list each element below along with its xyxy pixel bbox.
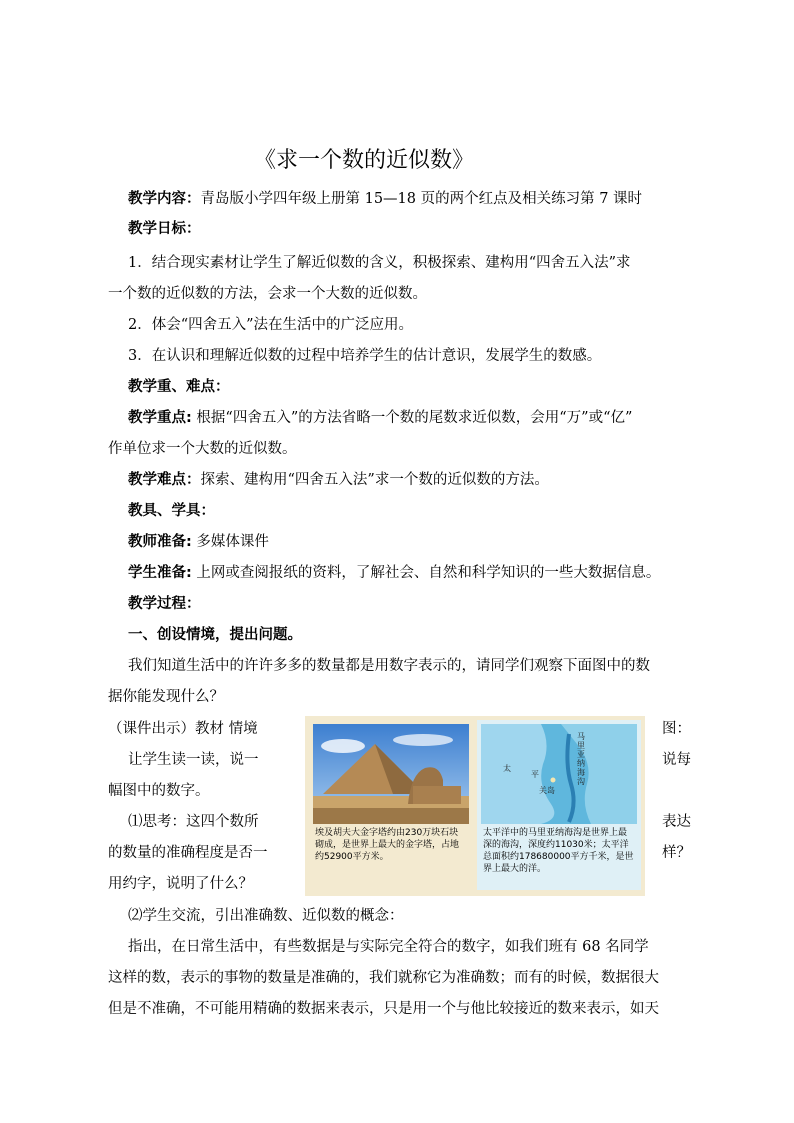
textbook-figure: [305, 716, 645, 896]
exchange-line: ⑵学生交流，引出准确数、近似数的概念：: [128, 908, 404, 924]
ocean-map-illustration: [481, 724, 637, 824]
content-line: 教学内容：青岛版小学四年级上册第 15—18 页的两个红点及相关练习第 7 课时: [128, 191, 643, 207]
wrap-line-6: 用约字，说明了什么？: [108, 876, 253, 892]
process-heading: 教学过程：: [128, 596, 201, 612]
para-1-line-a: 我们知道生活中的许许多多的数量都是用数字表示的，请同学们观察下面图中的数: [128, 658, 650, 674]
ocean-label-1: 太: [503, 764, 511, 773]
student-prep: 学生准备: 上网或查阅报纸的资料，了解社会、自然和科学知识的一些大数据信息。: [128, 565, 661, 581]
para-2-line-a: 指出，在日常生活中，有些数据是与实际完全符合的数字，如我们班有 68 名同学: [128, 939, 649, 955]
goals-heading: 教学日标：: [128, 221, 201, 237]
island-label: 关岛: [539, 786, 555, 795]
goal-3: 3．在认识和理解近似数的过程中培养学生的估计意识，发展学生的数感。: [128, 348, 602, 364]
wrap-line-1-right: 图：: [662, 721, 691, 737]
pyramid-photo: [313, 724, 469, 824]
document-title: 《求一个数的近似数》: [254, 148, 475, 173]
section-1-heading: 一、创设情境，提出问题。: [128, 627, 302, 643]
teacher-prep: 教师准备: 多媒体课件: [128, 534, 269, 550]
wrap-line-5-left: 的数量的准确程度是否一: [108, 845, 268, 861]
key-point-line-b: 作单位求一个大数的近似数。: [108, 441, 297, 457]
trench-map: [481, 724, 637, 824]
wrap-line-2-right: 说每: [662, 752, 691, 768]
goal-1-line-b: 一个数的近似数的方法，会求一个大数的近似数。: [108, 286, 427, 302]
trench-caption: 太平洋中的马里亚纳海沟是世界上最深的海沟，深度约11030米；太平洋总面积约178680000平方千米，是世界上最大的洋。: [483, 828, 634, 874]
wrap-line-4-left: ⑴思考：这四个数所: [128, 814, 259, 830]
wrap-line-1-left: （课件出示）教材 情境: [108, 721, 258, 737]
ocean-label-2: 平: [531, 770, 539, 779]
para-1-line-b: 据你能发现什么？: [108, 689, 224, 705]
para-2-line-b: 这样的数，表示的事物的数量是准确的，我们就称它为准确数；而有的时候，数据很大: [108, 970, 659, 986]
pyramid-panel: [309, 720, 473, 890]
difficulty-line: 教学难点：探索、建构用“四舍五入法”求一个数的近似数的方法。: [128, 472, 549, 488]
wrap-line-2-left: 让学生读一读，说一: [128, 752, 259, 768]
para-2-line-c: 但是不准确，不可能用精确的数据来表示，只是用一个与他比较接近的数来表示，如天: [108, 1001, 659, 1017]
pyramid-caption: 埃及胡夫大金字塔约由230万块石块砌成，是世界上最大的金字塔，占地约52900平方米。: [315, 828, 460, 862]
trench-label: 马里亚纳海沟: [577, 732, 585, 786]
goal-1-line-a: 1．结合现实素材让学生了解近似数的含义，积极探索、建构用“四舍五入法”求: [128, 255, 631, 271]
trench-panel: [477, 720, 641, 890]
key-heading: 教学重、难点：: [128, 379, 230, 395]
tools-heading: 教具、学具：: [128, 503, 215, 519]
key-point-line-a: 教学重点: 根据“四舍五入”的方法省略一个数的尾数求近似数，会用“万”或“亿”: [128, 410, 633, 426]
wrap-line-4-right: 表达: [662, 814, 691, 830]
pyramid-illustration: [313, 724, 469, 824]
wrap-line-3: 幅图中的数字。: [108, 783, 210, 799]
goal-2: 2．体会“四舍五入”法在生活中的广泛应用。: [128, 317, 414, 333]
wrap-line-5-right: 样？: [662, 845, 691, 861]
